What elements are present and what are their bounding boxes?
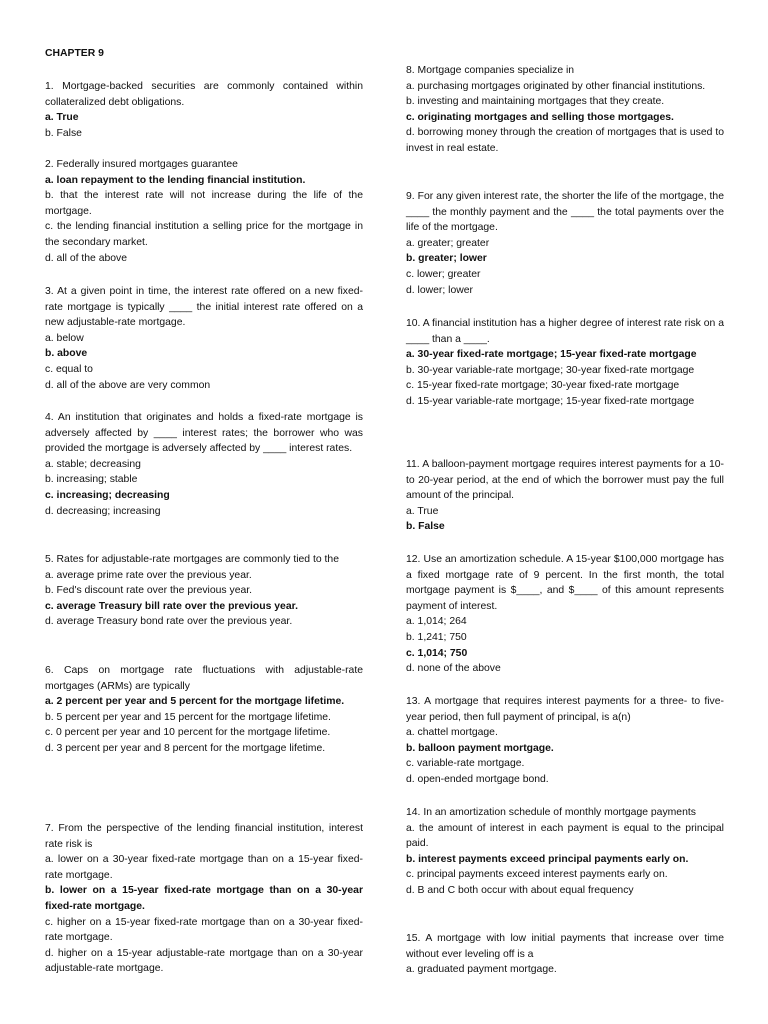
answer-option: d. higher on a 15-year adjustable-rate mortgage than on a 30-year adjustable-rate mortgage. — [45, 947, 363, 975]
answer-option: a. True — [406, 505, 439, 517]
answer-option: d. 3 percent per year and 8 percent for the mortgage lifetime. — [45, 742, 326, 754]
answer-option: a. chattel mortgage. — [406, 727, 498, 739]
answer-option: d. borrowing money through the creation of mortgages that is used to invest in real estate. — [406, 127, 724, 154]
answer-option: a. stable; decreasing — [45, 458, 141, 470]
question — [406, 189, 724, 298]
chapter-title: CHAPTER 9 — [45, 48, 104, 59]
answer-option: c. higher on a 15-year fixed-rate mortgage than on a 30-year fixed-rate mortgage. — [45, 916, 363, 944]
answer-option: a. 1,014; 264 — [406, 616, 467, 628]
answer-option: a. greater; greater — [406, 237, 490, 249]
answer-option: d. open-ended mortgage bond. — [406, 773, 549, 785]
answer-option: a. True — [45, 112, 79, 124]
answer-option: b. that the interest rate will not increase during the life of the mortgage. — [45, 190, 363, 217]
answer-option: d. average Treasury bond rate over the previous year. — [45, 616, 293, 628]
answer-option: a. lower on a 30-year fixed-rate mortgage than on a 15-year fixed-rate mortgage. — [45, 854, 363, 881]
answer-option: a. the amount of interest in each payment is equal to the principal paid. — [406, 822, 724, 850]
question-prompt: 13. A mortgage that requires interest payments for a three- to five-year period, then full payment of principal, is a(n) — [406, 696, 724, 723]
answer-option: d. B and C both occur with about equal frequency — [406, 884, 634, 896]
answer-option: a. below — [45, 332, 84, 344]
answer-option: b. 30-year variable-rate mortgage; 30-year fixed-rate mortgage — [406, 364, 695, 376]
answer-option: b. balloon payment mortgage. — [406, 742, 554, 754]
answer-option: d. all of the above are very common — [45, 379, 211, 391]
answer-option: c. increasing; decreasing — [45, 489, 170, 501]
answer-option: b. 1,241; 750 — [406, 631, 467, 643]
answer-option: c. lower; greater — [406, 268, 481, 280]
question — [406, 694, 724, 788]
question — [406, 552, 724, 677]
question-prompt: 3. At a given point in time, the interest rate offered on a new fixed-rate mortgage is typically ____ the initial interest rate offered on a new adjustable-rate mortgage. — [45, 286, 363, 329]
question — [406, 457, 724, 535]
answer-option: b. greater; lower — [406, 253, 487, 265]
question-prompt: 4. An institution that originates and holds a fixed-rate mortgage is adversely affected by ____ interest rates; the borrower who was provided the mortgage is adversely affected by ____ interest rates. — [45, 412, 363, 455]
question — [45, 79, 363, 141]
answer-option: c. principal payments exceed interest payments early on. — [406, 869, 668, 881]
question-prompt: 7. From the perspective of the lending financial institution, interest rate risk is — [45, 823, 363, 850]
question-prompt: 15. A mortgage with low initial payments that increase over time without ever leveling off is a — [406, 933, 724, 960]
answer-option: a. average prime rate over the previous year. — [45, 569, 252, 581]
answer-option: b. above — [45, 348, 88, 360]
question-prompt: 8. Mortgage companies specialize in — [406, 65, 575, 76]
question-prompt: 6. Caps on mortgage rate fluctuations with adjustable-rate mortgages (ARMs) are typically — [45, 665, 363, 692]
question-prompt: 10. A financial institution has a higher degree of interest rate risk on a ____ than a ____. — [406, 318, 724, 345]
answer-option: a. 30-year fixed-rate mortgage; 15-year fixed-rate mortgage — [406, 349, 697, 361]
answer-option: b. increasing; stable — [45, 474, 138, 486]
question-prompt: 5. Rates for adjustable-rate mortgages are commonly tied to the — [45, 554, 339, 565]
answer-option: b. lower on a 15-year fixed-rate mortgage than on a 30-year fixed-rate mortgage. — [45, 885, 363, 912]
answer-option: a. loan repayment to the lending financial institution. — [45, 174, 306, 186]
answer-option: c. 0 percent per year and 10 percent for the mortgage lifetime. — [45, 727, 331, 739]
question — [45, 552, 363, 630]
question-prompt: 9. For any given interest rate, the shorter the life of the mortgage, the ____ the monthly payment and the ____ the total payments over the life of the mortgage. — [406, 191, 724, 234]
answer-option: d. lower; lower — [406, 284, 473, 296]
question — [45, 157, 363, 266]
answer-option: c. 15-year fixed-rate mortgage; 30-year fixed-rate mortgage — [406, 380, 680, 392]
answer-option: b. Fed's discount rate over the previous year. — [45, 585, 253, 597]
answer-option: c. equal to — [45, 363, 93, 375]
answer-option: c. the lending financial institution a selling price for the mortgage in the secondary market. — [45, 221, 363, 248]
answer-option: c. 1,014; 750 — [406, 647, 468, 659]
answer-option: b. False — [45, 127, 82, 139]
answer-option: b. 5 percent per year and 15 percent for the mortgage lifetime. — [45, 711, 331, 723]
question-prompt: 12. Use an amortization schedule. A 15-year $100,000 mortgage has a fixed mortgage rate of 9 percent. In the first month, the total mortgage payment is $____, and $____ of this amount represents payment of interest. — [406, 554, 724, 612]
answer-option: b. False — [406, 521, 445, 533]
answer-option: a. 2 percent per year and 5 percent for the mortgage lifetime. — [45, 696, 345, 708]
answer-option: c. variable-rate mortgage. — [406, 758, 525, 770]
answer-option: d. none of the above — [406, 663, 501, 675]
question — [45, 284, 363, 393]
question — [406, 63, 724, 157]
answer-option: d. all of the above — [45, 252, 128, 264]
answer-option: b. investing and maintaining mortgages that they create. — [406, 96, 665, 108]
question-prompt: 14. In an amortization schedule of monthly mortgage payments — [406, 807, 696, 818]
question-prompt: 1. Mortgage-backed securities are commonly contained within collateralized debt obligations. — [45, 81, 363, 108]
question — [45, 663, 363, 757]
answer-option: a. graduated payment mortgage. — [406, 964, 557, 976]
question-prompt: 11. A balloon-payment mortgage requires interest payments for a 10- to 20-year period, at the end of which the borrower must pay the full amount of the principal. — [406, 459, 724, 502]
answer-option: c. average Treasury bill rate over the previous year. — [45, 600, 298, 612]
question-prompt: 2. Federally insured mortgages guarantee — [45, 159, 238, 170]
answer-option: b. interest payments exceed principal payments early on. — [406, 853, 689, 865]
answer-option: a. purchasing mortgages originated by other financial institutions. — [406, 80, 706, 92]
question — [406, 805, 724, 899]
answer-option: d. 15-year variable-rate mortgage; 15-year fixed-rate mortgage — [406, 395, 695, 407]
question — [45, 821, 363, 977]
question — [45, 410, 363, 519]
answer-option: d. decreasing; increasing — [45, 505, 161, 517]
answer-option: c. originating mortgages and selling those mortgages. — [406, 111, 674, 123]
question — [406, 931, 724, 978]
question — [406, 316, 724, 410]
